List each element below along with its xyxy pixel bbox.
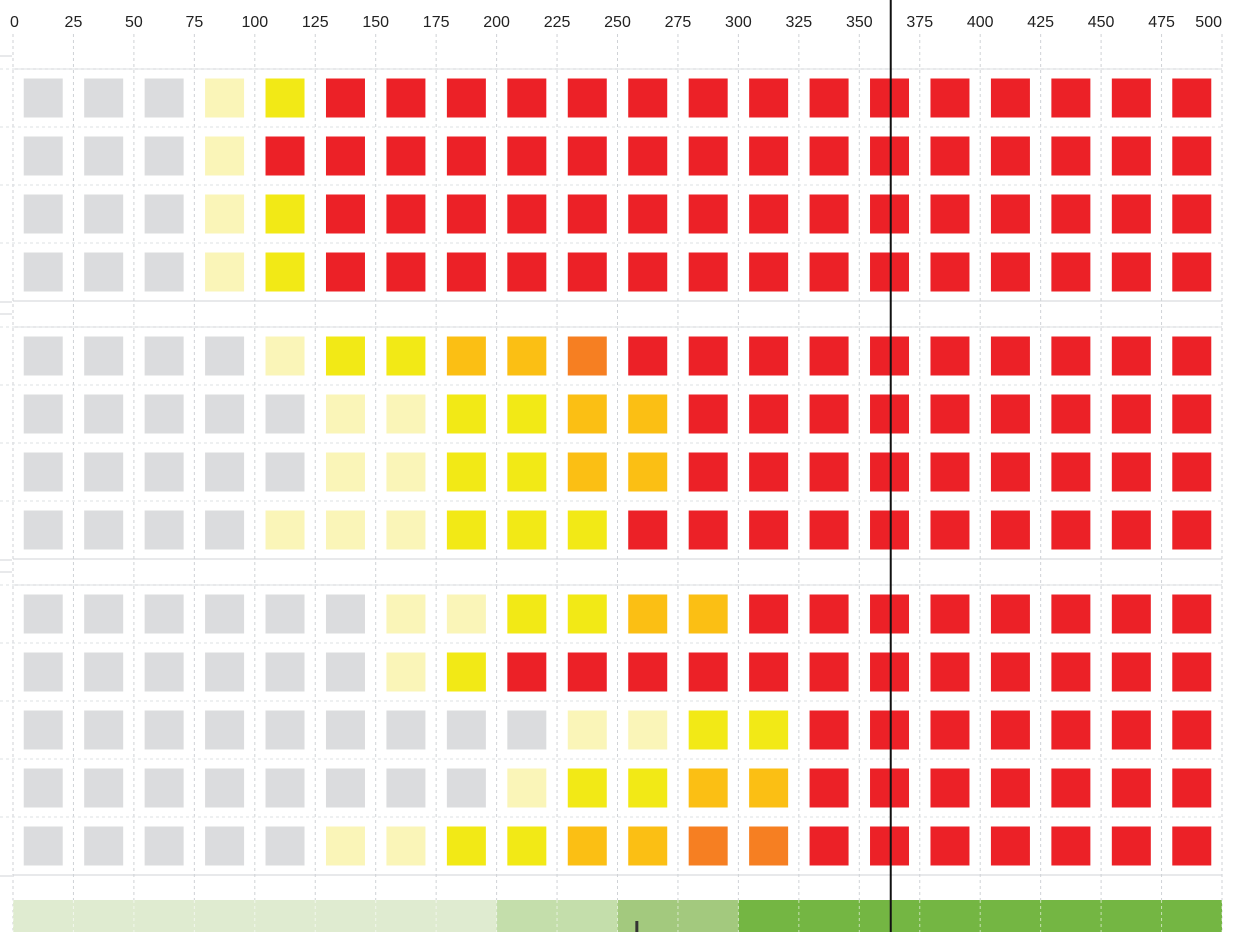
heatmap-cell [266, 711, 305, 750]
band-segment [13, 900, 497, 932]
heatmap-cell [145, 79, 184, 118]
x-tick-label: 425 [1027, 14, 1055, 31]
heatmap-cell [84, 253, 123, 292]
heatmap-cell [689, 453, 728, 492]
heatmap-cell [991, 395, 1030, 434]
heatmap-cell [145, 511, 184, 550]
heatmap-cell [810, 453, 849, 492]
heatmap-cell [1051, 195, 1090, 234]
heatmap-cell [447, 711, 486, 750]
heatmap-cell [870, 253, 909, 292]
heatmap-cell [266, 253, 305, 292]
heatmap-cell [507, 711, 546, 750]
x-tick-label: 325 [785, 14, 813, 31]
heatmap-cell [568, 79, 607, 118]
heatmap-cell [84, 595, 123, 634]
heatmap-cell [991, 769, 1030, 808]
heatmap-cell [24, 453, 63, 492]
x-tick-label: 250 [604, 14, 631, 31]
heatmap-cell [24, 195, 63, 234]
heatmap-cell [84, 395, 123, 434]
heatmap-cell [870, 827, 909, 866]
heatmap-cell [991, 195, 1030, 234]
heatmap-cell [568, 769, 607, 808]
heatmap-cell [266, 595, 305, 634]
heatmap-cell [386, 137, 425, 176]
heatmap-cell [991, 79, 1030, 118]
heatmap-cell [749, 253, 788, 292]
heatmap-cell [628, 595, 667, 634]
heatmap-cell [1112, 511, 1151, 550]
x-tick-label: 375 [906, 14, 934, 31]
heatmap-cell [628, 79, 667, 118]
heatmap-cell [810, 79, 849, 118]
heatmap-cell [205, 827, 244, 866]
heatmap-cell [810, 653, 849, 692]
heatmap-cell [870, 453, 909, 492]
heatmap-cell [1172, 253, 1211, 292]
heatmap-cell [749, 595, 788, 634]
heatmap-cell [386, 337, 425, 376]
heatmap-cell [930, 137, 969, 176]
heatmap-cell [386, 195, 425, 234]
x-tick-label: 500 [1195, 14, 1222, 31]
heatmap-cell [568, 337, 607, 376]
heatmap-cell [930, 253, 969, 292]
heatmap-cell [930, 511, 969, 550]
heatmap-cell [568, 511, 607, 550]
heatmap-cell [205, 137, 244, 176]
heatmap-cell [386, 253, 425, 292]
heatmap-cell [930, 653, 969, 692]
heatmap-cell [145, 195, 184, 234]
heatmap-cell [447, 337, 486, 376]
heatmap-cell [810, 195, 849, 234]
heatmap-cell [145, 653, 184, 692]
heatmap-cell [266, 79, 305, 118]
heatmap-cell [689, 511, 728, 550]
heatmap-cell [386, 395, 425, 434]
heatmap-cell [749, 711, 788, 750]
heatmap-cell [1051, 395, 1090, 434]
band-segment [738, 900, 1222, 932]
heatmap-cell [749, 137, 788, 176]
heatmap-cell [447, 195, 486, 234]
heatmap-cell [1172, 337, 1211, 376]
heatmap-cell [386, 711, 425, 750]
heatmap-cell [930, 769, 969, 808]
heatmap-cell [84, 137, 123, 176]
heatmap-cell [1172, 769, 1211, 808]
heatmap-cell [1112, 711, 1151, 750]
heatmap-cell [1112, 395, 1151, 434]
heatmap-cell [205, 337, 244, 376]
heatmap-cell [507, 79, 546, 118]
heatmap-cell [84, 653, 123, 692]
heatmap-cell [145, 595, 184, 634]
heatmap-cell [689, 595, 728, 634]
x-tick-label: 275 [664, 14, 692, 31]
heatmap-cell [628, 253, 667, 292]
heatmap-cell [145, 769, 184, 808]
heatmap-cell [689, 337, 728, 376]
heatmap-cell [145, 337, 184, 376]
heatmap-cell [991, 337, 1030, 376]
heatmap-cell [628, 453, 667, 492]
heatmap-cell [1172, 827, 1211, 866]
heatmap-cell [930, 395, 969, 434]
x-tick-label: 25 [64, 14, 83, 31]
heatmap-cell [326, 253, 365, 292]
heatmap-cell [447, 253, 486, 292]
heatmap-cell [1051, 769, 1090, 808]
heatmap-cell [1172, 653, 1211, 692]
heatmap-cell [991, 827, 1030, 866]
heatmap-cell [386, 827, 425, 866]
heatmap-cell [1172, 595, 1211, 634]
heatmap-cell [689, 769, 728, 808]
heatmap-cell [205, 195, 244, 234]
heatmap-cell [1051, 137, 1090, 176]
heatmap-cell [870, 653, 909, 692]
heatmap-cell [205, 253, 244, 292]
heatmap-cell [689, 137, 728, 176]
heatmap-cell [507, 595, 546, 634]
heatmap-cell [24, 769, 63, 808]
heatmap-cell [930, 711, 969, 750]
x-tick-label: 75 [185, 14, 204, 31]
heatmap-cell [1051, 711, 1090, 750]
heatmap-cell [991, 653, 1030, 692]
heatmap-cell [749, 769, 788, 808]
heatmap-cell [1112, 453, 1151, 492]
heatmap-cell [870, 511, 909, 550]
heatmap-cell [870, 337, 909, 376]
band-segment [497, 900, 618, 932]
heatmap-cell [145, 137, 184, 176]
heatmap-cell [991, 511, 1030, 550]
heatmap-cell [930, 195, 969, 234]
heatmap-cell [1112, 653, 1151, 692]
x-tick-label: 350 [845, 14, 873, 31]
heatmap-cell [266, 769, 305, 808]
heatmap-cell [205, 653, 244, 692]
heatmap-cell [447, 769, 486, 808]
heatmap-cell [810, 395, 849, 434]
heatmap-cell [84, 711, 123, 750]
heatmap-cell [1172, 137, 1211, 176]
heatmap-cell [568, 711, 607, 750]
heatmap-cell [326, 595, 365, 634]
x-tick-label: 475 [1148, 14, 1175, 31]
x-tick-label: 125 [301, 14, 329, 31]
heatmap-cell [628, 395, 667, 434]
heatmap-cell [568, 453, 607, 492]
heatmap-cell [568, 827, 607, 866]
heatmap-cell [24, 337, 63, 376]
heatmap-cell [84, 827, 123, 866]
heatmap-cell [205, 711, 244, 750]
heatmap-cell [1172, 511, 1211, 550]
heatmap-cell [568, 137, 607, 176]
heatmap-cell [447, 595, 486, 634]
heatmap-cell [447, 653, 486, 692]
heatmap-cell [991, 711, 1030, 750]
heatmap-cell [326, 137, 365, 176]
heatmap-cell [24, 511, 63, 550]
heatmap-cell [991, 137, 1030, 176]
heatmap-cell [870, 711, 909, 750]
heatmap-cell [447, 137, 486, 176]
heatmap-cell [810, 137, 849, 176]
heatmap-cell [1051, 653, 1090, 692]
heatmap-cell [326, 827, 365, 866]
heatmap-cell [507, 337, 546, 376]
heatmap-cell [749, 337, 788, 376]
heatmap-cell [1112, 769, 1151, 808]
heatmap-cell [930, 337, 969, 376]
heatmap-cell [810, 769, 849, 808]
heatmap-cell [749, 511, 788, 550]
heatmap-cell [386, 769, 425, 808]
heatmap-cell [810, 827, 849, 866]
heatmap-cell [507, 511, 546, 550]
x-tick-label: 225 [543, 14, 571, 31]
heatmap-cell [628, 511, 667, 550]
heatmap-cell [1112, 195, 1151, 234]
heatmap-cell [810, 711, 849, 750]
heatmap-cell [991, 253, 1030, 292]
heatmap-cell [84, 337, 123, 376]
heatmap-cell [326, 337, 365, 376]
x-tick-label: 100 [241, 14, 269, 31]
heatmap-cell [84, 511, 123, 550]
heatmap-cell [749, 195, 788, 234]
x-tick-label: 400 [966, 14, 994, 31]
heatmap-cell [266, 511, 305, 550]
heatmap-cell [24, 137, 63, 176]
heatmap-cell [507, 195, 546, 234]
heatmap-cell [749, 395, 788, 434]
heatmap-cell [447, 511, 486, 550]
heatmap-cell [447, 395, 486, 434]
heatmap-cell [145, 395, 184, 434]
heatmap-cell [447, 79, 486, 118]
heatmap-cell [205, 595, 244, 634]
heatmap-cell [1051, 453, 1090, 492]
heatmap-cell [810, 595, 849, 634]
heatmap-cell [507, 769, 546, 808]
heatmap-cell [1172, 395, 1211, 434]
heatmap-cell [447, 827, 486, 866]
heatmap-cell [84, 79, 123, 118]
heatmap-cell [145, 827, 184, 866]
x-tick-label: 450 [1087, 14, 1115, 31]
heatmap-cell [568, 253, 607, 292]
heatmap-cell [1051, 253, 1090, 292]
heatmap-cell [870, 395, 909, 434]
heatmap-cell [205, 395, 244, 434]
heatmap-cell [1112, 595, 1151, 634]
heatmap-cell [689, 653, 728, 692]
heatmap-cell [507, 395, 546, 434]
heatmap-cell [326, 711, 365, 750]
heatmap-cell [689, 195, 728, 234]
heatmap-cell [991, 595, 1030, 634]
heatmap-cell [810, 511, 849, 550]
heatmap-cell [266, 137, 305, 176]
heatmap-cell [991, 453, 1030, 492]
x-tick-label: 150 [362, 14, 390, 31]
bottom-band [13, 900, 1222, 932]
heatmap-cell [568, 595, 607, 634]
heatmap-cell [1051, 827, 1090, 866]
heatmap-cell [1172, 453, 1211, 492]
heatmap-cell [205, 453, 244, 492]
heatmap-cell [930, 595, 969, 634]
heatmap-cell [1051, 595, 1090, 634]
heatmap-cell [689, 395, 728, 434]
heatmap-cell [205, 79, 244, 118]
heatmap-cell [810, 337, 849, 376]
heatmap-cell [689, 79, 728, 118]
heatmap-cell [205, 511, 244, 550]
heatmap-cell [205, 769, 244, 808]
heatmap-cell [628, 195, 667, 234]
heatmap-cell [145, 253, 184, 292]
heatmap-cell [1172, 79, 1211, 118]
heatmap-cell [628, 827, 667, 866]
heatmap-cell [24, 653, 63, 692]
heatmap-cell [266, 453, 305, 492]
heatmap-cell [749, 453, 788, 492]
heatmap-cell [930, 827, 969, 866]
heatmap-cell [870, 195, 909, 234]
heatmap-cell [507, 253, 546, 292]
x-tick-label: 0 [10, 14, 19, 31]
heatmap-cell [24, 395, 63, 434]
heatmap-cell [24, 253, 63, 292]
heatmap-cell [326, 769, 365, 808]
heatmap-cell [507, 653, 546, 692]
heatmap-cell [507, 453, 546, 492]
heatmap-cell [507, 137, 546, 176]
heatmap-cell [507, 827, 546, 866]
heatmap-cell [266, 395, 305, 434]
heatmap-cell [386, 595, 425, 634]
heatmap-cell [84, 769, 123, 808]
heatmap-cell [689, 827, 728, 866]
heatmap-cell [568, 195, 607, 234]
heatmap-cell [145, 711, 184, 750]
heatmap-cell [266, 195, 305, 234]
heatmap-cell [870, 79, 909, 118]
heatmap-cell [326, 195, 365, 234]
heatmap-cell [870, 595, 909, 634]
heatmap-cell [749, 827, 788, 866]
heatmap-cell [628, 337, 667, 376]
x-tick-label: 50 [125, 14, 143, 31]
heatmap-cell [689, 253, 728, 292]
heatmap-cell [24, 711, 63, 750]
heatmap-cell [24, 595, 63, 634]
heatmap-cell [447, 453, 486, 492]
heatmap-cell [386, 653, 425, 692]
heatmap-cell [870, 137, 909, 176]
heatmap-cell [1112, 827, 1151, 866]
heatmap-cell [1051, 337, 1090, 376]
heatmap-cell [145, 453, 184, 492]
heatmap-cell [1112, 137, 1151, 176]
heatmap-cell [24, 79, 63, 118]
heatmap-cell [84, 453, 123, 492]
heatmap-cell [568, 395, 607, 434]
x-tick-label: 175 [422, 14, 450, 31]
heatmap-cell [326, 79, 365, 118]
heatmap-cell [266, 827, 305, 866]
heatmap-cell [628, 711, 667, 750]
heatmap-cell [930, 453, 969, 492]
heatmap-cell [326, 511, 365, 550]
x-tick-label: 200 [483, 14, 510, 31]
heatmap-cell [628, 653, 667, 692]
heatmap-cell [326, 453, 365, 492]
heatmap-cell [386, 453, 425, 492]
heatmap-cell [749, 79, 788, 118]
heatmap-cell [326, 653, 365, 692]
heatmap-cell [749, 653, 788, 692]
heatmap-cell [568, 653, 607, 692]
heatmap-cell [930, 79, 969, 118]
x-tick-label: 300 [725, 14, 752, 31]
heatmap-cell [84, 195, 123, 234]
heatmap-cell [326, 395, 365, 434]
heatmap-cell [810, 253, 849, 292]
heatmap-cell [266, 653, 305, 692]
heatmap-cell [1051, 511, 1090, 550]
heatmap-cell [1112, 253, 1151, 292]
heatmap-cell [1172, 711, 1211, 750]
heatmap-cell [1112, 337, 1151, 376]
heatmap-cell [24, 827, 63, 866]
heatmap-cell [1112, 79, 1151, 118]
heatmap-cell [266, 337, 305, 376]
heatmap-cell [689, 711, 728, 750]
heatmap-cell [1051, 79, 1090, 118]
heatmap-cell [870, 769, 909, 808]
heatmap-cell [1172, 195, 1211, 234]
heatmap-cell [386, 79, 425, 118]
heatmap-cell [628, 137, 667, 176]
heatmap-cell [386, 511, 425, 550]
heatmap-cell [628, 769, 667, 808]
x-axis-tick-labels [10, 14, 1222, 31]
